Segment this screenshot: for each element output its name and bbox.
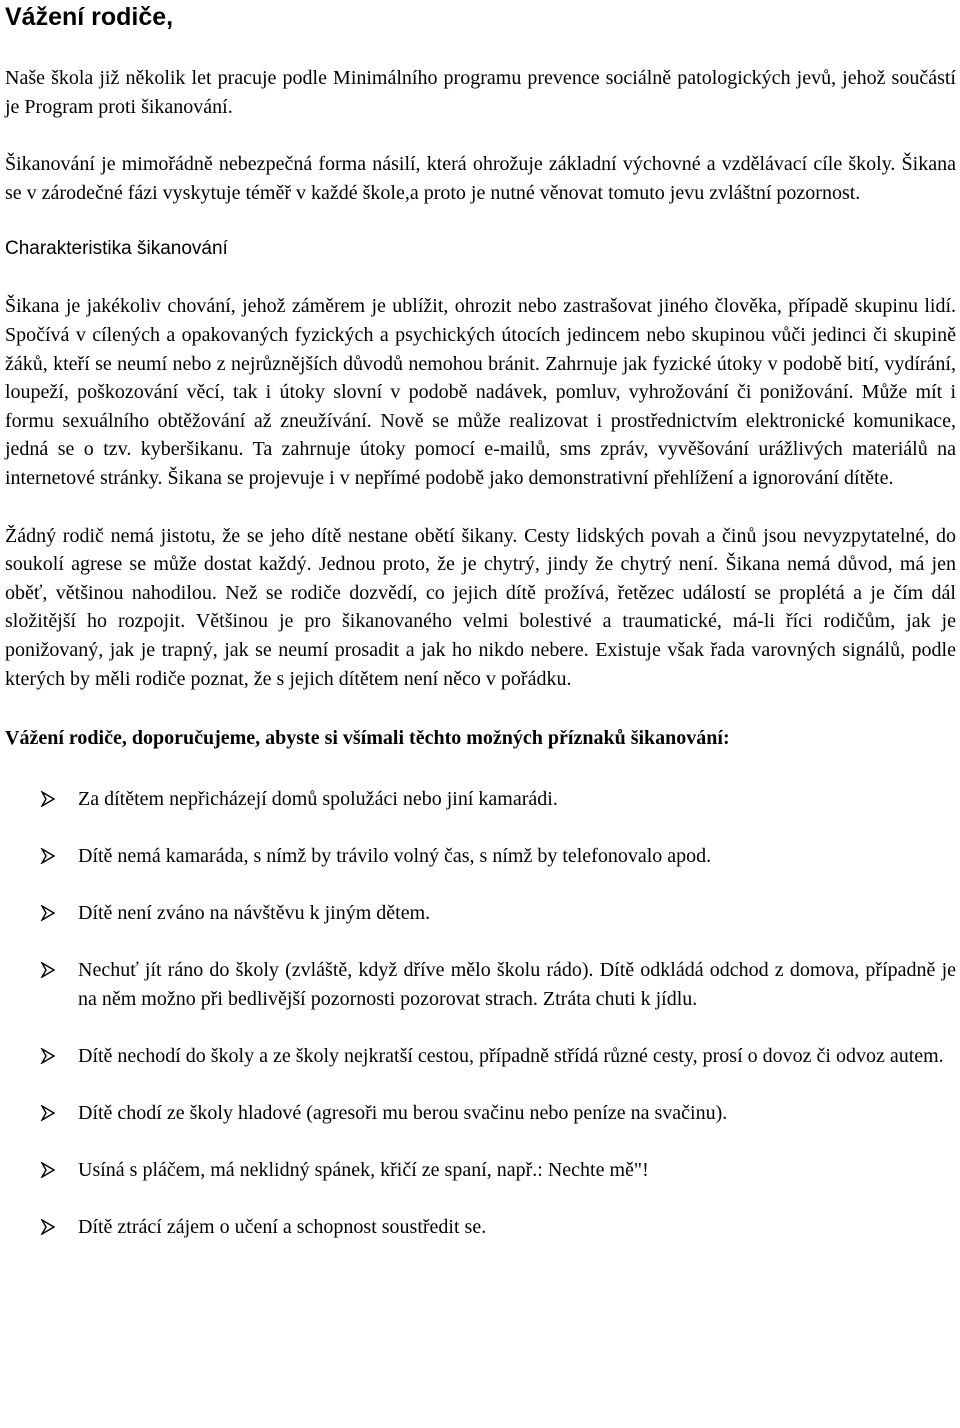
symptom-text: Nechuť jít ráno do školy (zvláště, když dříve mělo školu rádo). Dítě odkládá odchod z domova, případně je na něm možno při bedlivější pozornosti pozorovat strach. Ztráta chuti k jídlu. bbox=[78, 958, 956, 1010]
intro-paragraph: Šikanování je mimořádně nebezpečná forma násilí, která ohrožuje základní výchovné a vzdělávací cíle školy. Šikana se v zárodečné fázi vyskytuje téměř v každé škole,a proto je nutné věnovat tomuto jevu zvláštní pozornost. bbox=[5, 153, 956, 204]
symptom-text: Dítě ztrácí zájem o učení a schopnost soustředit se. bbox=[78, 1215, 487, 1238]
intro-paragraph: Naše škola již několik let pracuje podle Minimálního programu prevence sociálně patologických jevů, jehož součástí je Program proti šikanování. bbox=[5, 67, 956, 118]
symptom-text: Dítě chodí ze školy hladové (agresoři mu berou svačinu nebo peníze na svačinu). bbox=[78, 1101, 728, 1124]
list-item bbox=[5, 1213, 956, 1242]
arrowhead-bullet-icon bbox=[40, 1219, 56, 1235]
symptom-text: Dítě nemá kamaráda, s nímž by trávilo volný čas, s nímž by telefonovalo apod. bbox=[78, 844, 712, 867]
list-item bbox=[5, 842, 956, 871]
symptom-list bbox=[5, 785, 956, 1242]
arrowhead-bullet-icon bbox=[40, 1048, 56, 1064]
symptom-text: Usíná s pláčem, má neklidný spánek, křičí ze spaní, např.: Nechte mě"! bbox=[78, 1158, 649, 1181]
arrowhead-bullet-icon bbox=[40, 962, 56, 978]
symptom-text: Dítě nechodí do školy a ze školy nejkratší cestou, případně střídá různé cesty, prosí o dovoz či odvoz autem. bbox=[78, 1044, 944, 1067]
body-paragraph: Šikana je jakékoliv chování, jehož záměrem je ublížit, ohrozit nebo zastrašovat jiného člověka, případě skupinu lidí. Spočívá v cílených a opakovaných fyzických a psychických útocích jedincem nebo skupinou vůči jedinci či skupině žáků, kteří se neumí nebo z nejrůznějších důvodů nemohou bránit. Zahrnuje jak fyzické útoky v podobě bití, vydírání, loupeží, poškozování věcí, tak i útoky slovní v podobě nadávek, pomluv, vyhrožování či ponižování. Může mít i formu sexuálního obtěžování až zneužívání. Nově se může realizovat i prostřednictvím elektronické komunikace, jedná se o tzv. kyberšikanu. Ta zahrnuje útoky pomocí e-mailů, sms zpráv, vyvěšování urážlivých materiálů na internetové stránky. Šikana se projevuje i v nepřímé podobě jako demonstrativní přehlížení a ignorování dítěte. bbox=[5, 295, 956, 489]
arrowhead-bullet-icon bbox=[40, 1105, 56, 1121]
list-item bbox=[5, 899, 956, 928]
list-item bbox=[5, 1099, 956, 1128]
list-item bbox=[5, 1042, 956, 1071]
section-heading: Charakteristika šikanování bbox=[5, 238, 228, 260]
arrowhead-bullet-icon bbox=[40, 905, 56, 921]
arrowhead-bullet-icon bbox=[40, 848, 56, 864]
symptom-text: Za dítětem nepřicházejí domů spolužáci nebo jiní kamarádi. bbox=[78, 787, 558, 810]
body-paragraph: Žádný rodič nemá jistotu, že se jeho dítě nestane obětí šikany. Cesty lidských povah a činů jsou nevyzpytatelné, do soukolí agrese se může dostat každý. Jednou proto, že je chytrý, jindy že chytrý není. Šikana nemá důvod, má jen oběť, většinou nahodilou. Než se rodiče dozvědí, co jejich dítě prožívá, řetězec událostí se proplétá a je čím dál složitější ho rozpojit. Většinou je pro šikanovaného velmi bolestivé a traumatické, má-li říci rodičům, jak je ponižovaný, jak je trapný, jak se neumí prosadit a jak ho nikdo nebere. Existuje však řada varovných signálů, podle kterých by měli rodiče poznat, že s jejich dítětem není něco v pořádku. bbox=[5, 524, 956, 690]
symptom-text: Dítě není zváno na návštěvu k jiným dětem. bbox=[78, 901, 431, 924]
arrowhead-bullet-icon bbox=[40, 1162, 56, 1178]
recommendation-heading: Vážení rodiče, doporučujeme, abyste si všímali těchto možných příznaků šikanování: bbox=[5, 727, 730, 750]
list-item bbox=[5, 956, 956, 1014]
arrowhead-bullet-icon bbox=[40, 791, 56, 807]
document-title: Vážení rodiče, bbox=[5, 3, 174, 31]
list-item bbox=[5, 785, 956, 814]
list-item bbox=[5, 1156, 956, 1185]
